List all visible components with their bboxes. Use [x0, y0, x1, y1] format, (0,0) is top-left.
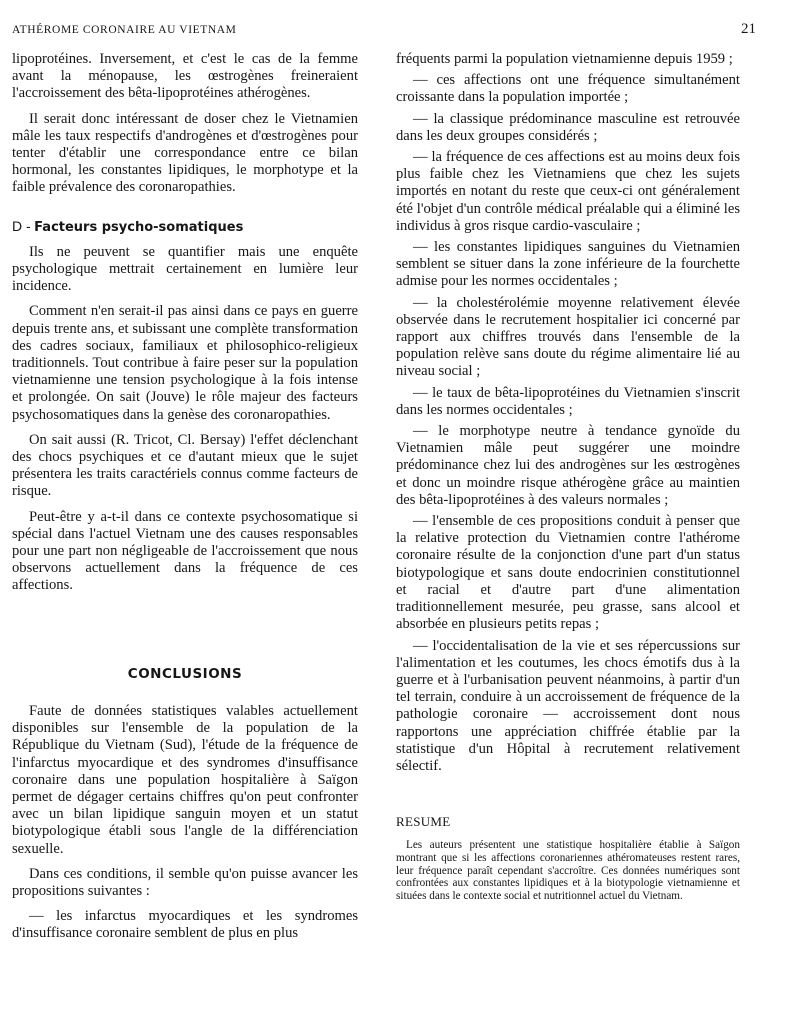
right-column: [396, 51, 740, 902]
paragraph-taux: — le taux de bêta-lipoprotéines du Vietnamien s'inscrit dans les normes occidentales ;: [396, 384, 740, 418]
resume-heading: RESUME: [396, 814, 451, 830]
running-head: ATHÉROME CORONAIRE AU VIETNAM: [12, 24, 237, 36]
section-title: Facteurs psycho-somatiques: [34, 219, 244, 235]
paragraph-infarctus: — les infarctus myocardiques et les syndromes d'insuffisance coronaire semblent de plus en plus: [12, 908, 358, 942]
resume-body: Les auteurs présentent une statistique hospitalière établie à Saïgon montrant que si les affections coronariennes athéromateuses restent rares, leur fréquence paraît cependant s'accroître. Ces données numériques sont confrontées aux constantes lipidiques et à la biotypologie vietnamienne et situées dans le contexte social et nutritionnel actuel du Vietnam.: [396, 839, 740, 902]
paragraph-occidentalisation: — l'occidentalisation de la vie et ses répercussions sur l'alimentation et les coutumes, les chocs émotifs dus à la guerre et à l'urbanisation peuvent néanmoins, à partir d'un tel terrain, conduire à un accroissement de fréquence de la pathologie coronaire — accroissement dont nous rapportons une appréciation chiffrée établie par la statistique d'un Hôpital à recrutement relativement sélectif.: [396, 637, 740, 774]
paragraph-ensemble: — l'ensemble de ces propositions conduit à penser que la relative protection du Vietnamien contre l'athérome coronaire résulte de la conjonction d'une part d'un status biotypologique et sans doute endocrinien constitutionnel et racial et d'autre part d'une alimentation traditionnellement mesurée, peu grasse, sans alcool et absorbée en plusieurs petits repas ;: [396, 513, 740, 633]
section-heading-d: [12, 218, 358, 236]
paragraph-dans: Dans ces conditions, il semble qu'on puisse avancer les propositions suivantes :: [12, 865, 358, 899]
paragraph-peut-etre: Peut-être y a-t-il dans ce contexte psychosomatique si spécial dans l'actuel Vietnam une des causes responsables pour une part non négligeable de l'accroissement que nous observons actuellement dans la fréquence de ces affections.: [12, 508, 358, 594]
paragraph-affections: — ces affections ont une fréquence simultanément croissante dans la population importée ;: [396, 72, 740, 106]
page-number: 21: [741, 21, 756, 37]
paragraph-frequence: — la fréquence de ces affections est au moins deux fois plus faible chez les Vietnamiens que chez les sujets importés en notant du reste que ceux-ci ont généralement été l'objet d'un contrôle médical préalable qui a éliminé les individus à gros risque cardio-vasculaire ;: [396, 149, 740, 234]
paragraph-quantifier: Ils ne peuvent se quantifier mais une enquête psychologique mettrait certainement en lumière leur incidence.: [12, 243, 358, 295]
resume-text: [396, 839, 740, 902]
left-column: [12, 51, 358, 943]
paragraph-constantes: — les constantes lipidiques sanguines du Vietnamien semblent se situer dans la zone inférieure de la fourchette admise pour les normes occidentales ;: [396, 239, 740, 290]
paragraph-intro: lipoprotéines. Inversement, et c'est le cas de la femme avant la ménopause, les œstrogènes freineraient l'accroissement des bêta-lipoprotéines athérogènes.: [12, 51, 358, 102]
paragraph-cholesterol: — la cholestérolémie moyenne relativement élevée observée dans le recrutement hospitalier ici concerné par rapport aux chiffres trouvés dans l'ensemble de la population relève sans doute du régime alimentaire lié au niveau social ;: [396, 294, 740, 380]
paragraph-doser: Il serait donc intéressant de doser chez le Vietnamien mâle les taux respectifs d'androgènes et d'œstrogènes pour tenter d'établir une correspondance entre ce bilan hormonal, les constantes lipidiques, le morphotype et la faible prévalence des coronaropathies.: [12, 110, 358, 196]
paragraph-classique: — la classique prédominance masculine est retrouvée dans les deux groupes considérés ;: [396, 110, 740, 144]
conclusions-heading: CONCLUSIONS: [127, 665, 243, 682]
paragraph-morphotype: — le morphotype neutre à tendance gynoïde du Vietnamien mâle peut suggérer une moindre prédominance chez lui des androgènes sur les œstrogènes et donc un moindre risque athérogène grâce au maintien des bêta-lipoprotéines à des valeurs normales ;: [396, 423, 740, 508]
section-letter: D -: [12, 217, 31, 234]
paragraph-faute: Faute de données statistiques valables actuellement disponibles sur l'ensemble de la population de la République du Vietnam (Sud), l'étude de la fréquence de l'infarctus myocardique et des syndromes d'insuffisance coronaire dans une population hospitalière à Saïgon permet de dégager certains chiffres qu'on peut confronter avec un bilan lipidique sanguin moyen et un statut biotypologique établi sous l'angle de la différenciation sexuelle.: [12, 702, 358, 857]
paragraph-frequents: fréquents parmi la population vietnamienne depuis 1959 ;: [396, 51, 733, 67]
paragraph-comment: Comment n'en serait-il pas ainsi dans ce pays en guerre depuis trente ans, et subissant une complète transformation des cadres sociaux, familiaux et philosophico-religieux traditionnels. Tout contribue à faire peser sur la population vietnamienne une tension psychologique à la fois intense et prolongée. On sait (Jouve) le rôle majeur des facteurs psychosomatiques dans la genèse des coronaropathies.: [12, 303, 358, 423]
paragraph-on-sait: On sait aussi (R. Tricot, Cl. Bersay) l'effet déclenchant des chocs psychiques et ce d'autant mieux que le sujet présentera les traits caractériels connus comme facteurs de risque.: [12, 431, 358, 500]
